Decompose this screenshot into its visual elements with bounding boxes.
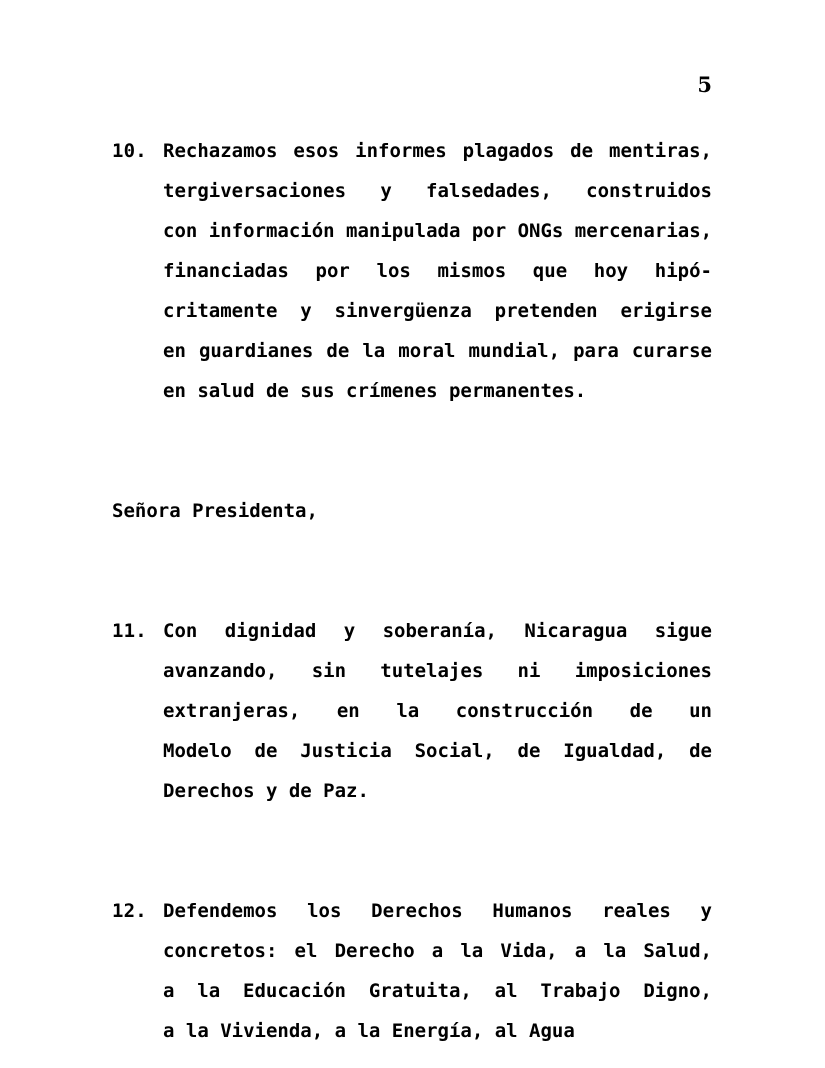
salutation-line: Señora Presidenta, bbox=[112, 500, 318, 522]
page-number: 5 bbox=[697, 72, 712, 97]
text-line: a la Vivienda, a la Energía, al Agua bbox=[163, 1020, 575, 1042]
paragraph-lines bbox=[163, 611, 712, 811]
text-line: Con dignidad y soberanía, Nicaragua sigue bbox=[163, 620, 712, 642]
list-marker: 11. bbox=[112, 620, 147, 642]
text-line: Defendemos los Derechos Humanos reales y bbox=[163, 900, 712, 922]
text-line: avanzando, sin tutelajes ni imposiciones bbox=[163, 660, 712, 682]
text-line: critamente y sinvergüenza pretenden erigirse bbox=[163, 300, 712, 322]
numbered-paragraph bbox=[112, 611, 712, 811]
numbered-paragraph bbox=[112, 891, 712, 1051]
text-line: extranjeras, en la construcción de un bbox=[163, 700, 712, 722]
numbered-paragraph bbox=[112, 131, 712, 411]
paragraph-lines bbox=[163, 891, 712, 1051]
text-line: en salud de sus crímenes permanentes. bbox=[163, 380, 587, 402]
text-line: concretos: el Derecho a la Vida, a la Salud, bbox=[163, 940, 712, 962]
document-body bbox=[112, 131, 712, 1051]
text-line: financiadas por los mismos que hoy hipó- bbox=[163, 260, 712, 282]
paragraph-lines bbox=[163, 131, 712, 411]
text-line: Rechazamos esos informes plagados de mentiras, bbox=[163, 140, 712, 162]
text-line: a la Educación Gratuita, al Trabajo Digno, bbox=[163, 980, 712, 1002]
text-line: con información manipulada por ONGs mercenarias, bbox=[163, 220, 713, 242]
list-marker: 10. bbox=[112, 140, 147, 162]
text-line: Derechos y de Paz. bbox=[163, 780, 369, 802]
list-marker: 12. bbox=[112, 900, 147, 922]
text-line: en guardianes de la moral mundial, para curarse bbox=[163, 340, 712, 362]
text-line: Modelo de Justicia Social, de Igualdad, de bbox=[163, 740, 712, 762]
text-line: tergiversaciones y falsedades, construidos bbox=[163, 180, 712, 202]
